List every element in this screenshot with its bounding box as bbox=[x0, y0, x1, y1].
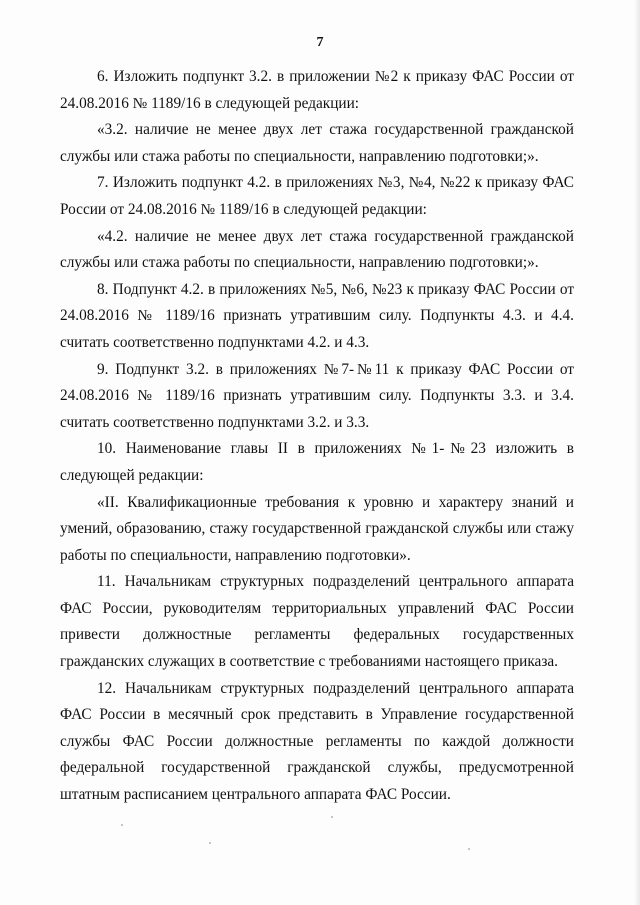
paragraph-11: 11. Начальникам структурных подразделений центрального аппарата ФАС России, руководителям территориальных управлений ФАС России привести должностные регламенты федеральных государственных гражданских служащих в соответствие с требованиями настоящего приказа. bbox=[60, 573, 574, 671]
quote-3-2: «3.2. наличие не менее двух лет стажа государственной гражданской службы или стажа работы по специальности, направлению подготовки;». bbox=[60, 121, 574, 165]
quote-4-2: «4.2. наличие не менее двух лет стажа государственной гражданской службы или стажа работы по специальности, направлению подготовки;». bbox=[60, 227, 574, 272]
scan-edge-shadow bbox=[634, 0, 640, 905]
paragraph-10: 10. Наименование главы II в приложениях №1-№23 изложить в следующей редакции: bbox=[60, 440, 574, 484]
paragraph-12: 12. Начальникам структурных подразделений центрального аппарата ФАС России в месячный срок представить в Управление государственной службы ФАС России должностные регламенты по каждой должности федеральной государственной гражданской службы, предусмотренной штатным расписанием центрального аппарата ФАС России. bbox=[60, 679, 574, 804]
scan-speck bbox=[331, 816, 333, 818]
quote-chapter-2: «II. Квалификационные требования к уровню и характеру знаний и умений, образованию, стажу государственной гражданской службы или стажу работы по специальности, направлению подготовки». bbox=[60, 493, 574, 564]
paragraph-8: 8. Подпункт 4.2. в приложениях №5, №6, №23 к приказу ФАС России от 24.08.2016 № 1189/16 признать утратившим силу. Подпункты 4.3. и 4.4. считать соответственно подпунктами 4.2. и 4.3. bbox=[60, 280, 574, 351]
paragraph-6: 6. Изложить подпункт 3.2. в приложении №2 к приказу ФАС России от 24.08.2016 № 1189/16 в следующей редакции: bbox=[60, 68, 574, 112]
paragraph-9: 9. Подпункт 3.2. в приложениях №7-№11 к приказу ФАС России от 24.08.2016 № 1189/16 признать утратившим силу. Подпункты 3.3. и 3.4. считать соответственно подпунктами 3.2. и 3.3. bbox=[60, 360, 574, 431]
scan-speck bbox=[209, 842, 211, 844]
scan-speck bbox=[468, 848, 470, 850]
page-number: 7 bbox=[316, 35, 324, 50]
scan-speck bbox=[121, 824, 123, 826]
paragraph-7: 7. Изложить подпункт 4.2. в приложениях №3, №4, №22 к приказу ФАС России от 24.08.2016 № 1189/16 в следующей редакции: bbox=[60, 174, 574, 218]
document-body bbox=[60, 64, 574, 809]
